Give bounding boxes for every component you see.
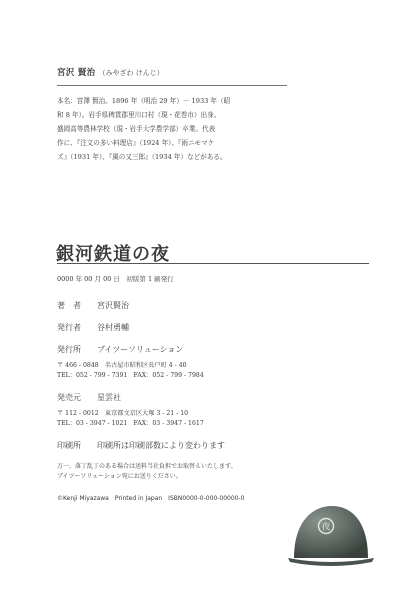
bio-line: 本名：宮澤 賢治。1896 年（明治 29 年）－ 1933 年（昭 xyxy=(57,97,231,105)
bio-line: 作に、『注文の多い料理店』（1924 年）、『雨ニモマケ xyxy=(57,139,215,147)
publication-date: 0000 年 00 月 00 日 初版第 1 刷発行 xyxy=(57,275,174,283)
publishing-house-label: 発行所 xyxy=(57,345,81,354)
bio-line: 和 8 年）。岩手県稗貫郡里川口村（現・花巻市）出身。 xyxy=(57,111,221,119)
publisher-label: 発行者 xyxy=(57,323,81,332)
bio-line: 盛岡高等農林学校（現・岩手大学農学部）卒業。代表 xyxy=(57,125,216,133)
publishing-house-row xyxy=(57,344,377,355)
copyright-line: ©Kenji Miyazawa Printed in Japan ISBN0000-0-000-00000-0 xyxy=(57,495,245,502)
address-line: 〒 112 - 0012 東京都文京区大塚 3 - 21 - 10 xyxy=(57,410,189,417)
publishing-house-value: ブイツーソリューション xyxy=(97,345,184,354)
colophon-details xyxy=(57,300,377,502)
author-label: 著 者 xyxy=(57,301,81,310)
printer-value: 印刷所は印刷部数により変わります xyxy=(97,441,225,450)
author-bio xyxy=(57,94,289,164)
author-reading: （みやざわ けんじ） xyxy=(98,69,164,77)
author-name: 宮沢 賢治 xyxy=(57,68,96,78)
author-value: 宮沢賢治 xyxy=(97,301,129,310)
distributor-row xyxy=(57,392,377,403)
printer-row xyxy=(57,440,377,451)
notice-line: ブイツーソリューション宛にお送りください。 xyxy=(57,473,182,480)
notice-line: 万一、落丁乱丁のある場合は送料当社負担でお取替えいたします。 xyxy=(57,463,237,470)
contact-line: TEL：052 - 799 - 7391 FAX：052 - 799 - 7984 xyxy=(57,372,204,379)
address-line: 〒 466 - 0848 名古屋市昭和区長戸町 4 - 40 xyxy=(57,362,187,369)
contact-line: TEL：03 - 3947 - 1021 FAX：03 - 3947 - 1617 xyxy=(57,420,204,427)
book-title: 銀河鉄道の夜 xyxy=(56,244,170,265)
author-row xyxy=(57,300,377,311)
author-block xyxy=(57,60,297,164)
replacement-notice xyxy=(57,462,377,482)
publisher-value: 谷村勇輔 xyxy=(97,323,129,332)
distributor-value: 星雲社 xyxy=(97,393,121,402)
distributor-label: 発売元 xyxy=(57,393,81,402)
helmet-emblem: 夜 xyxy=(321,522,331,533)
publishing-house-address xyxy=(57,361,377,381)
publisher-row xyxy=(57,322,377,333)
title-rule xyxy=(57,263,369,264)
helmet-icon xyxy=(286,500,376,570)
author-rule xyxy=(57,85,287,86)
printer-label: 印刷所 xyxy=(57,441,81,450)
distributor-address xyxy=(57,409,377,429)
bio-line: ズ』（1931 年）、『風の又三郎』（1934 年）などがある。 xyxy=(57,153,227,161)
author-heading xyxy=(57,60,297,79)
